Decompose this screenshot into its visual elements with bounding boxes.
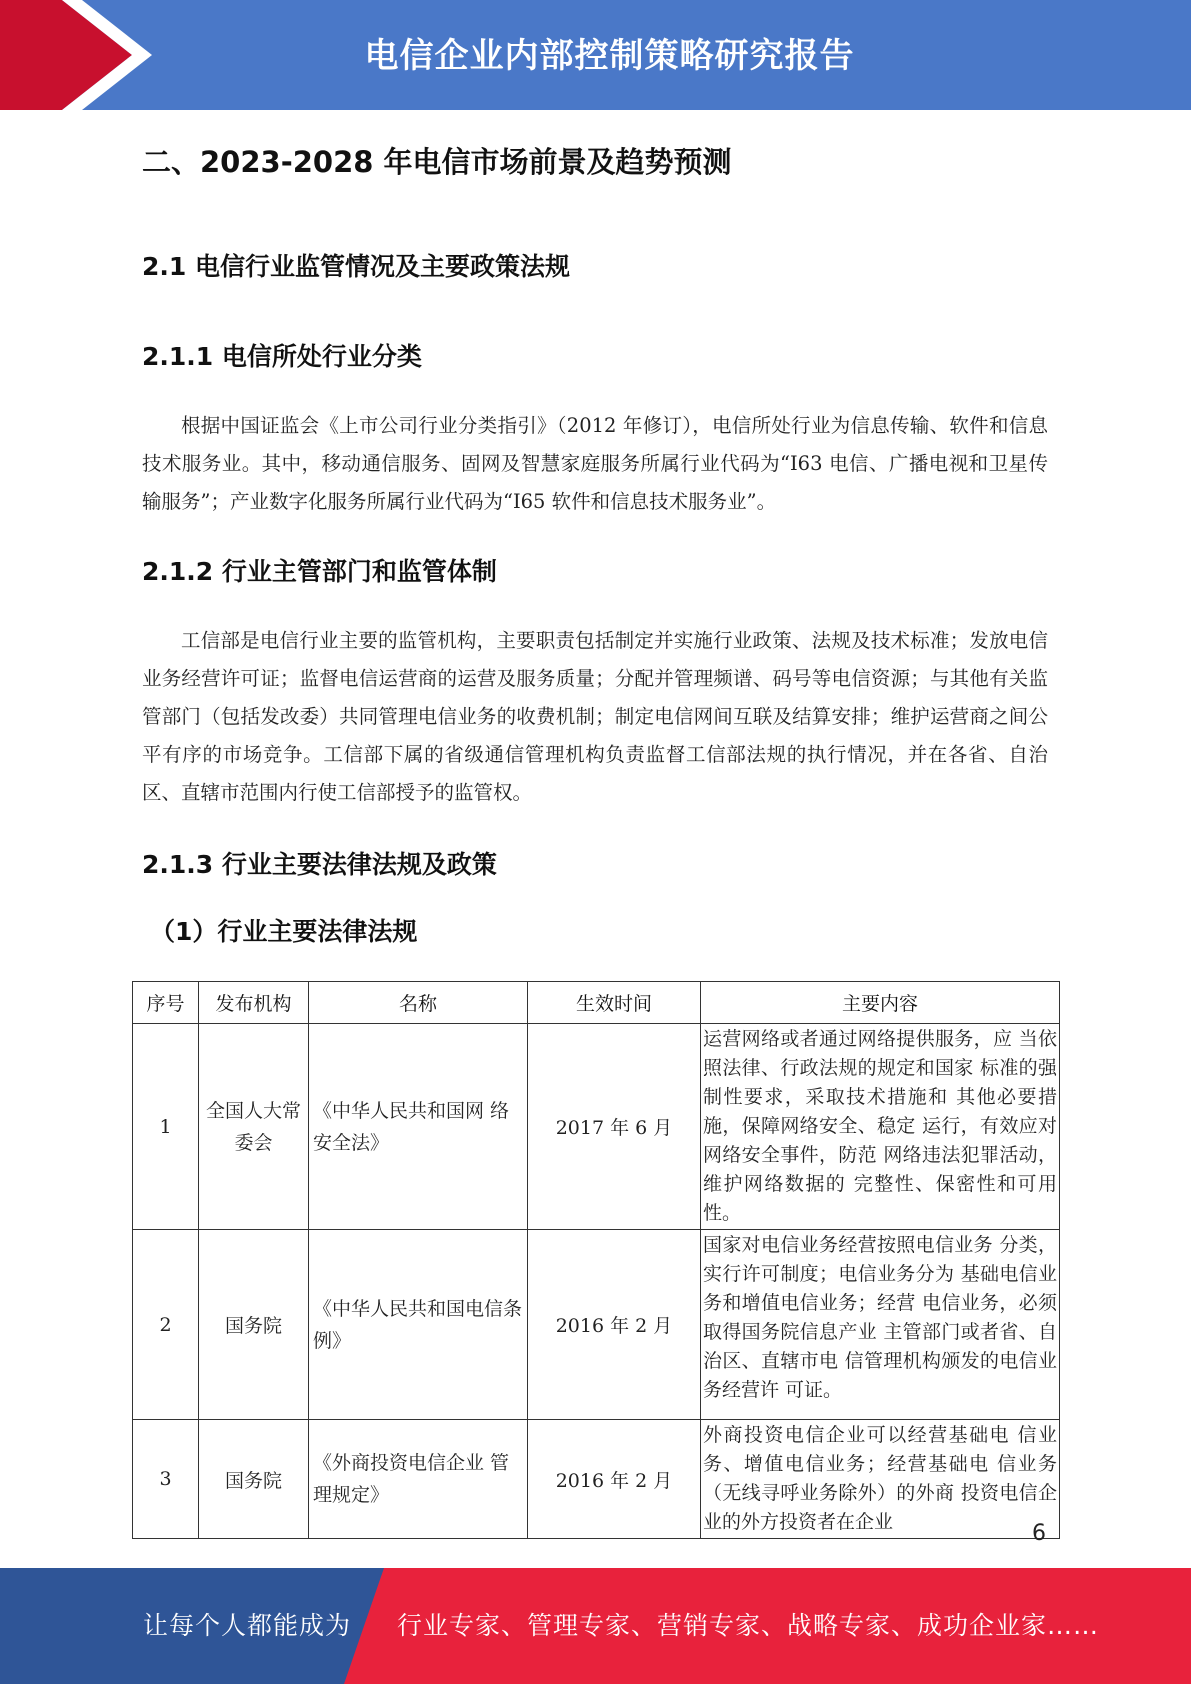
cell-no: 2 [133, 1230, 199, 1420]
footer-slogan-left: 让每个人都能成为 [143, 1611, 352, 1640]
section-2-1-2-title: 2.1.2 行业主管部门和监管体制 [142, 557, 497, 586]
section-2-1-title: 2.1 电信行业监管情况及主要政策法规 [142, 252, 570, 281]
cell-org: 国务院 [199, 1420, 309, 1539]
report-title: 电信企业内部控制策略研究报告 [364, 36, 855, 76]
col-header-no: 序号 [133, 982, 199, 1024]
cell-no: 3 [133, 1420, 199, 1539]
cell-org: 全国人大常委会 [199, 1024, 309, 1230]
cell-date: 2017 年 6 月 [528, 1024, 701, 1230]
footer-band [0, 1568, 1191, 1684]
laws-subtitle: （1）行业主要法律法规 [150, 917, 418, 946]
col-header-org: 发布机构 [199, 982, 309, 1024]
col-header-name: 名称 [309, 982, 528, 1024]
cell-content: 外商投资电信企业可以经营基础电 信业务、增值电信业务；经营基础电 信业务（无线寻呼业务除外）的外商 投资电信企业的外方投资者在企业 [701, 1420, 1060, 1539]
cell-date: 2016 年 2 月 [528, 1420, 701, 1539]
table-row [133, 1230, 1060, 1420]
section-2-1-1-title: 2.1.1 电信所处行业分类 [142, 342, 422, 371]
section-2-1-1-paragraph: 根据中国证监会《上市公司行业分类指引》（2012 年修订），电信所处行业为信息传输、软件和信息技术服务业。其中，移动通信服务、固网及智慧家庭服务所属行业代码为“I63 电信、广播电视和卫星传输服务”；产业数字化服务所属行业代码为“I65 软件和信息技术服务业”。 [142, 414, 1048, 513]
cell-name: 《中华人民共和国电信条例》 [309, 1230, 528, 1420]
cell-content: 国家对电信业务经营按照电信业务 分类，实行许可制度；电信业务分为 基础电信业务和增值电信业务；经营 电信业务，必须取得国务院信息产业 主管部门或者省、自治区、直辖市电 信管理机构颁发的电信业务经营许 可证。 [701, 1230, 1060, 1420]
section-2-1-2-paragraph: 工信部是电信行业主要的监管机构，主要职责包括制定并实施行业政策、法规及技术标准；发放电信业务经营许可证；监督电信运营商的运营及服务质量；分配并管理频谱、码号等电信资源；与其他有关监管部门（包括发改委）共同管理电信业务的收费机制；制定电信网间互联及结算安排；维护运营商之间公平有序的市场竞争。工信部下属的省级通信管理机构负责监督工信部法规的执行情况，并在各省、自治区、直辖市范围内行使工信部授予的监管权。 [142, 629, 1048, 804]
cell-name: 《外商投资电信企业 管理规定》 [309, 1420, 528, 1539]
col-header-date: 生效时间 [528, 982, 701, 1024]
table-row [133, 1024, 1060, 1230]
cell-name: 《中华人民共和国网 络安全法》 [309, 1024, 528, 1230]
cell-org: 国务院 [199, 1230, 309, 1420]
chapter-title: 二、2023-2028 年电信市场前景及趋势预测 [142, 145, 732, 179]
cell-content: 运营网络或者通过网络提供服务，应 当依照法律、行政法规的规定和国家 标准的强制性要求，采取技术措施和 其他必要措施，保障网络安全、稳定 运行，有效应对网络安全事件，防范 网络违法犯罪活动，维护网络数据的 完整性、保密性和可用性。 [701, 1024, 1060, 1230]
section-2-1-3-title: 2.1.3 行业主要法律法规及政策 [142, 850, 497, 879]
col-header-content: 主要内容 [701, 982, 1060, 1024]
page-number: 6 [1032, 1521, 1046, 1546]
cell-no: 1 [133, 1024, 199, 1230]
table-header-row [133, 982, 1060, 1024]
header-band [0, 0, 1191, 110]
laws-table [132, 981, 1060, 1539]
footer-slogan-right: 行业专家、管理专家、营销专家、战略专家、成功企业家…… [397, 1611, 1100, 1640]
cell-date: 2016 年 2 月 [528, 1230, 701, 1420]
table-row [133, 1420, 1060, 1539]
